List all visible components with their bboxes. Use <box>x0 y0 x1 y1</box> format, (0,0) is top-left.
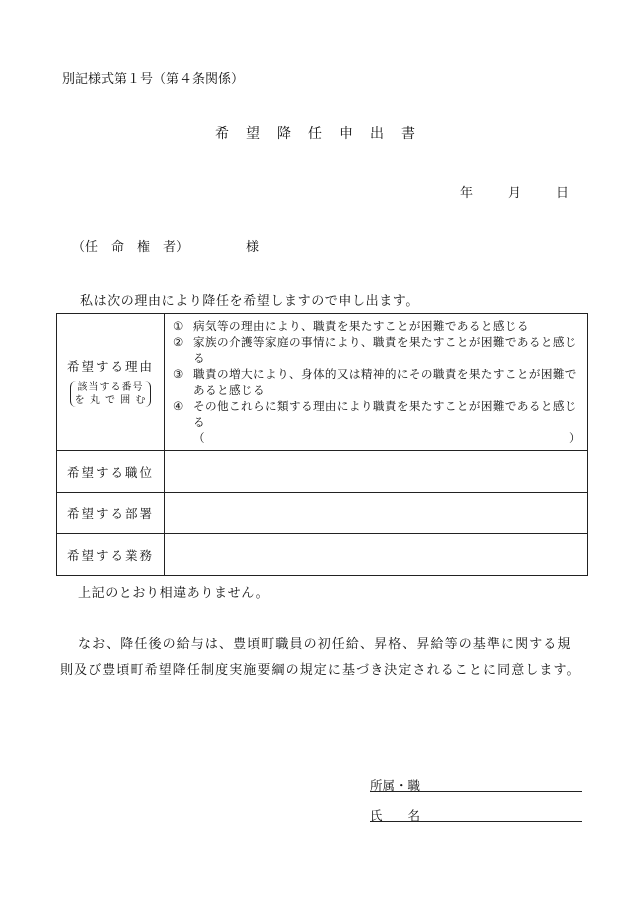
reason-text <box>193 398 581 446</box>
request-form-table <box>56 313 588 576</box>
intro-statement: 私は次の理由により降任を希望しますので申し出ます。 <box>80 294 419 309</box>
reason-number: ① <box>173 319 184 333</box>
reason-text: 職責の増大により、身体的又は精神的にその職責を果たすことが困難であると感じる <box>193 367 577 397</box>
reason-option-4[interactable] <box>173 398 581 446</box>
department-value-field[interactable] <box>165 493 588 534</box>
reason-text: 家族の介護等家庭の事情により、職責を果たすことが困難であると感じる <box>193 335 577 365</box>
paren-open: （ <box>193 431 205 445</box>
reason-option-2[interactable] <box>173 334 581 366</box>
addressee-appointer: （任 命 権 者） <box>72 240 190 255</box>
reason-options-cell <box>165 314 588 451</box>
department-header: 希望する部署 <box>57 493 165 534</box>
reason-note-line1: 該当する番号 <box>77 382 144 393</box>
duties-value-field[interactable] <box>165 534 588 576</box>
reason-option-3[interactable] <box>173 366 581 398</box>
reason-number: ② <box>173 335 184 349</box>
affiliation-underline <box>370 791 582 792</box>
name-label: 氏 名 <box>370 808 421 823</box>
reason-row <box>57 314 588 451</box>
date-day-label: 日 <box>556 186 570 201</box>
department-row <box>57 493 588 534</box>
duties-row <box>57 534 588 576</box>
confirmation-statement: 上記のとおり相違ありません。 <box>78 586 270 601</box>
name-underline <box>370 821 582 822</box>
reason-note-line2: を 丸 で 囲 む <box>74 395 147 406</box>
reason-option-1[interactable] <box>173 318 581 334</box>
reason-text: 病気等の理由により、職責を果たすことが困難であると感じる <box>193 319 529 333</box>
reason-number: ④ <box>173 399 184 413</box>
position-header: 希望する職位 <box>57 451 165 493</box>
document-title: 希望降任申出書 <box>215 126 432 142</box>
other-reason-field[interactable] <box>193 430 581 446</box>
affiliation-label: 所属・職 <box>370 778 421 793</box>
date-month-label: 月 <box>508 186 522 201</box>
reason-header: 希望する理由 <box>66 359 154 374</box>
reason-header-cell <box>57 314 165 451</box>
position-row <box>57 451 588 493</box>
reason-note <box>70 381 152 407</box>
addressee-honorific: 様 <box>246 240 260 255</box>
date-year-label: 年 <box>460 186 474 201</box>
paren-close: ） <box>569 431 581 445</box>
reason-number: ③ <box>173 367 184 381</box>
reason-4-text: その他これらに類する理由により職責を果たすことが困難であると感じる <box>193 399 577 429</box>
position-value-field[interactable] <box>165 451 588 493</box>
duties-header: 希望する業務 <box>57 534 165 576</box>
form-number: 別記様式第１号（第４条関係） <box>62 72 245 87</box>
consent-paragraph: なお、降任後の給与は、豊頃町職員の初任給、昇格、昇給等の基準に関する規則及び豊頃町希望降任制度実施要綱の規定に基づき決定されることに同意します。 <box>60 637 581 678</box>
